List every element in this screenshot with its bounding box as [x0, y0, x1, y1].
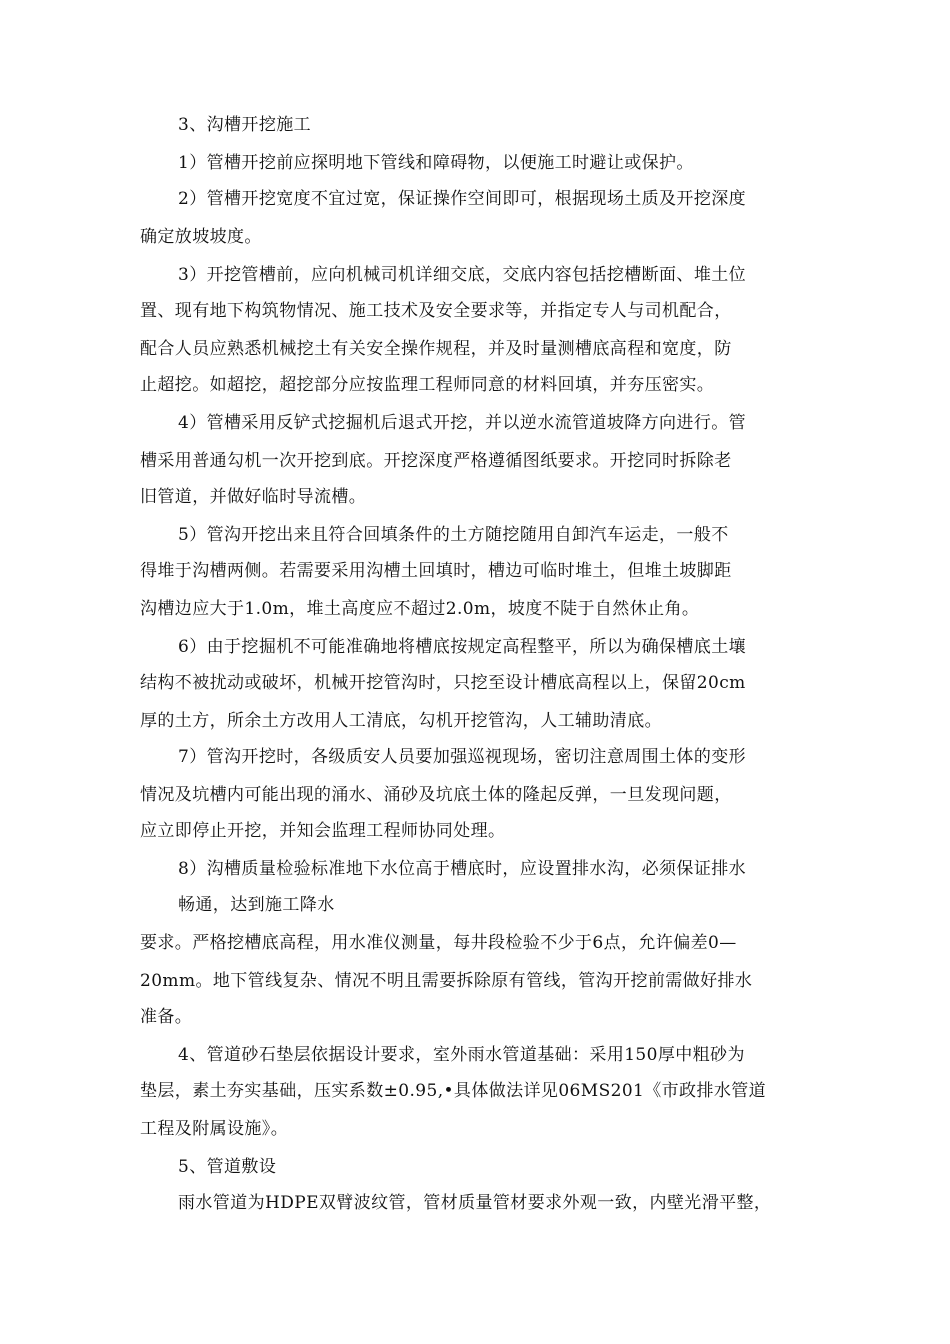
paragraph-line: 5）管沟开挖出来且符合回填条件的土方随挖随用自卸汽车运走，一般不	[178, 525, 729, 545]
paragraph-line: 工程及附属设施》。	[140, 1119, 289, 1139]
paragraph-line: 畅通，达到施工降水	[178, 895, 335, 915]
paragraph-line: 垫层，素土夯实基础，压实系数±0.95,•具体做法详见06MS201《市政排水管道	[140, 1081, 767, 1101]
paragraph-line: 厚的土方，所余土方改用人工清底，勾机开挖管沟，人工辅助清底。	[140, 711, 662, 731]
paragraph-line: 得堆于沟槽两侧。若需要采用沟槽土回填时，槽边可临时堆土，但堆土坡脚距	[140, 561, 732, 581]
paragraph-line: 应立即停止开挖，并知会监理工程师协同处理。	[140, 821, 506, 841]
paragraph-line: 7）管沟开挖时，各级质安人员要加强巡视现场，密切注意周围土体的变形	[178, 747, 747, 767]
paragraph-line: 2）管槽开挖宽度不宜过宽，保证操作空间即可，根据现场土质及开挖深度	[178, 189, 747, 209]
paragraph-line: 4）管槽采用反铲式挖掘机后退式开挖，并以逆水流管道坡降方向进行。管	[178, 413, 747, 433]
paragraph-line: 6）由于挖掘机不可能准确地将槽底按规定高程整平，所以为确保槽底土壤	[178, 637, 747, 657]
paragraph-line: 4、管道砂石垫层依据设计要求，室外雨水管道基础：采用150厚中粗砂为	[178, 1045, 745, 1065]
paragraph-line: 旧管道，并做好临时导流槽。	[140, 487, 367, 507]
paragraph-line: 8）沟槽质量检验标准地下水位高于槽底时，应设置排水沟，必须保证排水	[178, 859, 747, 879]
paragraph-line: 1）管槽开挖前应探明地下管线和障碍物，以便施工时避让或保护。	[178, 153, 694, 173]
paragraph-line: 准备。	[140, 1007, 193, 1027]
section-heading-pipe-laying: 5、管道敷设	[178, 1157, 277, 1177]
paragraph-line: 情况及坑槽内可能出现的涌水、涌砂及坑底土体的隆起反弹，一旦发现问题，	[140, 785, 732, 805]
paragraph-line: 雨水管道为HDPE双臂波纹管，管材质量管材要求外观一致，内壁光滑平整，	[178, 1193, 772, 1213]
paragraph-line: 止超挖。如超挖，超挖部分应按监理工程师同意的材料回填，并夯压密实。	[140, 375, 715, 395]
paragraph-line: 确定放坡坡度。	[140, 227, 262, 247]
paragraph-line: 3）开挖管槽前，应向机械司机详细交底，交底内容包括挖槽断面、堆土位	[178, 265, 747, 285]
paragraph-line: 要求。严格挖槽底高程，用水准仪测量，每井段检验不少于6点，允许偏差0—	[140, 933, 737, 953]
paragraph-line: 置、现有地下构筑物情况、施工技术及安全要求等，并指定专人与司机配合，	[140, 301, 732, 321]
paragraph-line: 20mm。地下管线复杂、情况不明且需要拆除原有管线，管沟开挖前需做好排水	[140, 971, 753, 991]
paragraph-line: 结构不被扰动或破坏，机械开挖管沟时，只挖至设计槽底高程以上，保留20cm	[140, 673, 746, 693]
section-heading-trench-excavation: 3、沟槽开挖施工	[178, 115, 312, 135]
paragraph-line: 配合人员应熟悉机械挖土有关安全操作规程，并及时量测槽底高程和宽度，防	[140, 339, 732, 359]
paragraph-line: 沟槽边应大于1.0m，堆土高度应不超过2.0m，坡度不陡于自然休止角。	[140, 599, 700, 619]
paragraph-line: 槽采用普通勾机一次开挖到底。开挖深度严格遵循图纸要求。开挖同时拆除老	[140, 451, 732, 471]
